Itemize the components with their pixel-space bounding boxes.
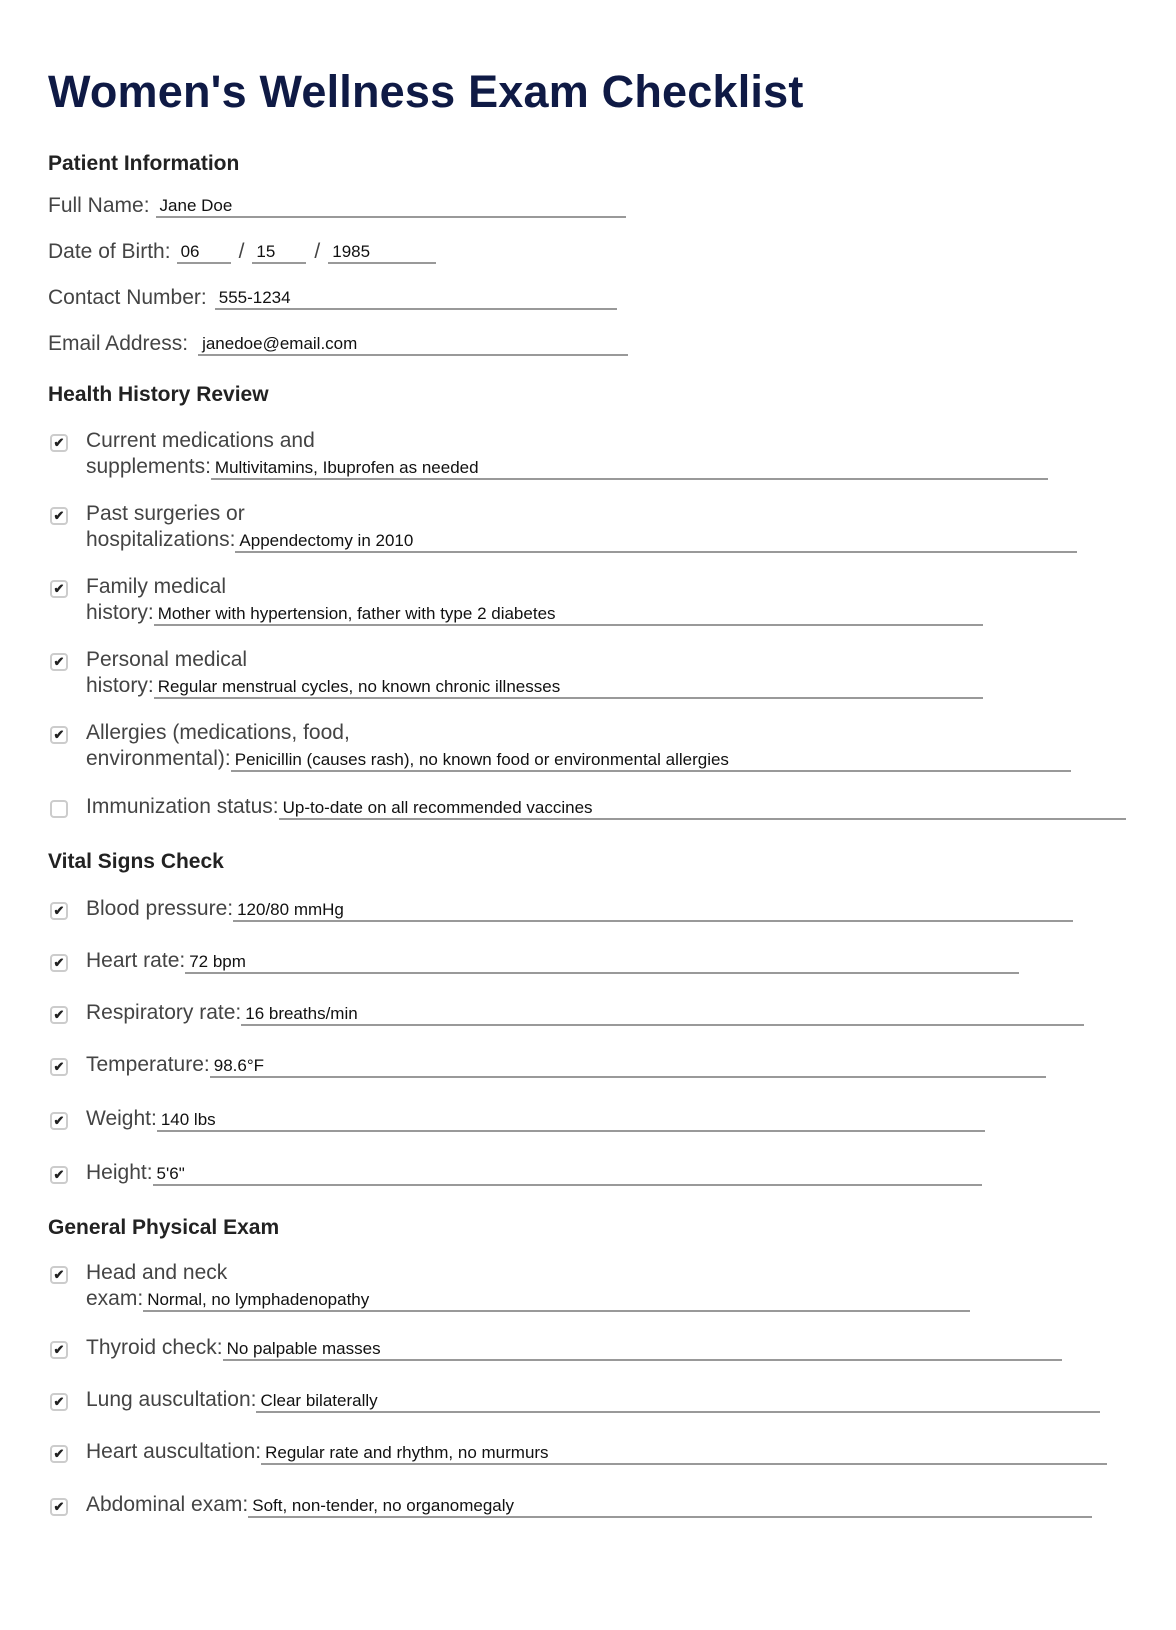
dob-row xyxy=(48,240,436,264)
item-label: Immunization status: xyxy=(86,795,279,818)
checkbox[interactable]: ✔ xyxy=(50,1341,68,1359)
allergies-field[interactable]: Penicillin (causes rash), no known food or environmental allergies xyxy=(231,750,1071,772)
email-label: Email Address: xyxy=(48,332,189,355)
checkbox[interactable]: ✔ xyxy=(50,580,68,598)
immunization-field[interactable]: Up-to-date on all recommended vaccines xyxy=(279,798,1126,820)
full-name-field[interactable]: Jane Doe xyxy=(156,196,626,218)
item-label: history: xyxy=(86,601,154,624)
item-label: Height: xyxy=(86,1161,153,1184)
head-neck-field[interactable]: Normal, no lymphadenopathy xyxy=(143,1290,970,1312)
temperature-field[interactable]: 98.6°F xyxy=(210,1056,1046,1078)
full-name-label: Full Name: xyxy=(48,194,150,217)
blood-pressure-field[interactable]: 120/80 mmHg xyxy=(233,900,1073,922)
checkbox[interactable]: ✔ xyxy=(50,954,68,972)
item-label: supplements: xyxy=(86,455,211,478)
checkbox[interactable]: ✔ xyxy=(50,1266,68,1284)
contact-label: Contact Number: xyxy=(48,286,207,309)
family-history-field[interactable]: Mother with hypertension, father with type 2 diabetes xyxy=(154,604,983,626)
contact-number-field[interactable]: 555-1234 xyxy=(215,288,617,310)
item-label: Personal medical xyxy=(86,648,248,671)
item-label: hospitalizations: xyxy=(86,528,236,551)
section-heading-health-history: Health History Review xyxy=(48,383,269,406)
item-label: Lung auscultation: xyxy=(86,1388,257,1411)
checkbox[interactable]: ✔ xyxy=(50,1498,68,1516)
contact-row xyxy=(48,286,617,310)
item-label: Temperature: xyxy=(86,1053,210,1076)
item-label: Thyroid check: xyxy=(86,1336,223,1359)
dob-label: Date of Birth: xyxy=(48,240,171,263)
checkbox[interactable]: ✔ xyxy=(50,653,68,671)
dob-day-field[interactable]: 15 xyxy=(252,242,306,264)
item-label: Allergies (medications, food, xyxy=(86,721,350,744)
item-label: Weight: xyxy=(86,1107,157,1130)
item-label: Current medications and xyxy=(86,429,315,452)
dob-separator: / xyxy=(314,240,321,263)
thyroid-field[interactable]: No palpable masses xyxy=(223,1339,1062,1361)
checkbox[interactable]: ✔ xyxy=(50,434,68,452)
item-label: exam: xyxy=(86,1287,144,1310)
heart-field[interactable]: Regular rate and rhythm, no murmurs xyxy=(261,1443,1107,1465)
dob-year-field[interactable]: 1985 xyxy=(328,242,436,264)
checkbox[interactable]: ✔ xyxy=(50,507,68,525)
checkbox[interactable]: ✔ xyxy=(50,1393,68,1411)
checkbox[interactable]: ✔ xyxy=(50,1166,68,1184)
email-row xyxy=(48,332,628,356)
item-label: Head and neck xyxy=(86,1261,228,1284)
checkbox[interactable]: ✔ xyxy=(50,1112,68,1130)
checkbox[interactable]: ✔ xyxy=(50,1058,68,1076)
checkbox[interactable]: ✔ xyxy=(50,726,68,744)
surgeries-field[interactable]: Appendectomy in 2010 xyxy=(235,531,1077,553)
item-label: Abdominal exam: xyxy=(86,1493,249,1516)
item-label: Past surgeries or xyxy=(86,502,245,525)
respiratory-rate-field[interactable]: 16 breaths/min xyxy=(241,1004,1084,1026)
checkbox[interactable]: ✔ xyxy=(50,1006,68,1024)
page-title: Women's Wellness Exam Checklist xyxy=(48,66,804,117)
section-heading-physical-exam: General Physical Exam xyxy=(48,1216,280,1239)
item-label: Heart auscultation: xyxy=(86,1440,262,1463)
item-label: Blood pressure: xyxy=(86,897,234,920)
checkbox[interactable]: ✔ xyxy=(50,1445,68,1463)
personal-history-field[interactable]: Regular menstrual cycles, no known chronic illnesses xyxy=(154,677,983,699)
item-label: environmental): xyxy=(86,747,231,770)
checkbox[interactable]: ✔ xyxy=(50,902,68,920)
item-label: history: xyxy=(86,674,154,697)
full-name-row xyxy=(48,194,626,218)
section-heading-patient-information: Patient Information xyxy=(48,152,240,175)
item-label: Heart rate: xyxy=(86,949,186,972)
item-label: Family medical xyxy=(86,575,227,598)
dob-separator: / xyxy=(238,240,245,263)
section-heading-vital-signs: Vital Signs Check xyxy=(48,850,224,873)
weight-field[interactable]: 140 lbs xyxy=(157,1110,985,1132)
email-field[interactable]: janedoe@email.com xyxy=(198,334,628,356)
dob-month-field[interactable]: 06 xyxy=(177,242,231,264)
medications-field[interactable]: Multivitamins, Ibuprofen as needed xyxy=(211,458,1048,480)
item-label: Respiratory rate: xyxy=(86,1001,242,1024)
height-field[interactable]: 5'6" xyxy=(153,1164,982,1186)
checkbox-unchecked[interactable] xyxy=(50,800,68,818)
lung-field[interactable]: Clear bilaterally xyxy=(256,1391,1100,1413)
abdominal-field[interactable]: Soft, non-tender, no organomegaly xyxy=(248,1496,1092,1518)
heart-rate-field[interactable]: 72 bpm xyxy=(185,952,1019,974)
